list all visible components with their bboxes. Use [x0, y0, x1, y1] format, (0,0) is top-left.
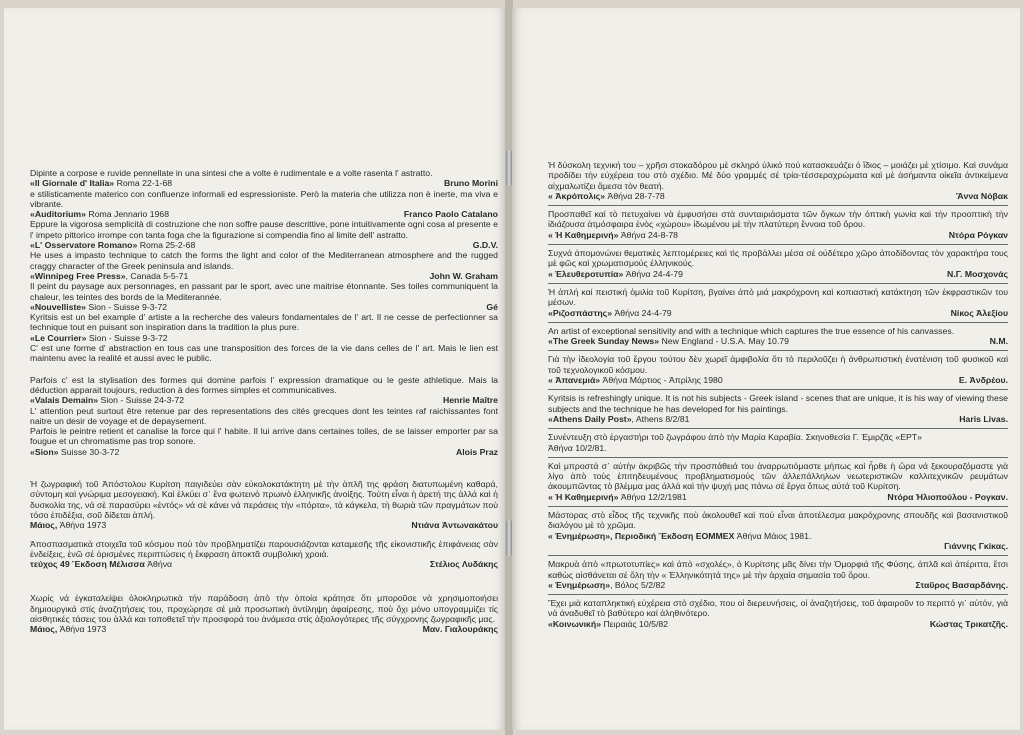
review-text: Συνέντευξη στὸ ἐργαστήρι τοῦ ζωγράφου ἀπὸ τὴν Μαρία Καραβία. Σκηνοθεσία Γ. Ἐμιρζᾶς «ΕΡΤ» [548, 432, 922, 443]
spacer [30, 364, 498, 375]
author-name: G.D.V. [472, 240, 498, 251]
paragraph: Dipinte a corpose e ruvide pennellate in una sintesi che a volte è rudimentale e a volte rasenta l' astratto. [30, 168, 433, 178]
publication-details: Sion - Suisse 9-3-72 [86, 332, 168, 343]
source-line [30, 559, 498, 569]
publication-details: Roma 22-1-68 [114, 178, 173, 189]
review-text: Ἔχει μιὰ καταπληκτική εὐχέρεια στὸ σχέδιο, που οἱ διερευνήσεις, οἱ ἀναζητήσεις, τοῦ ἀφαιροῦν το περιττό γι᾽ αὐτόν, γιὰ νά ἀναδυθεῖ τὸ βαθύτερο καί ἀληθινότερο. [548, 598, 1008, 619]
review-block [548, 559, 1008, 595]
paragraph: He uses a impasto technique to catch the forms the light and color of the Mediterranean atmosphere and the rugged craggy character of the Greek peninsula and islands. [30, 250, 498, 271]
review-block [548, 287, 1008, 323]
publication-details: , Athens 8/2/81 [631, 413, 690, 424]
publication-name: Μάιος, [30, 520, 58, 531]
publication-details: Roma 25-2-68 [137, 240, 196, 251]
author-name: Κώστας Τρικατζῆς. [929, 618, 1008, 629]
publication-name: « Ἐνημέρωση» [548, 579, 611, 590]
paragraph: Il peint du paysage aux personnages, en passant par le sport, avec une maitrise étonnante. Ses toiles communiquent la chaleur, les teintes des bords de la Mediterannée. [30, 281, 498, 302]
publication-name: «Κοινωνική» [548, 618, 602, 629]
publication-details: , Βόλος 5/2/82 [610, 579, 666, 590]
author-name: Ν.Γ. Μοσχονάς [947, 268, 1008, 279]
author-name: Νίκος Ἀλεξίου [950, 307, 1008, 318]
source-line [30, 178, 498, 188]
publication-name: « Ἐλευθεροτυπία» [548, 268, 624, 279]
author-name: John W. Graham [429, 270, 498, 281]
author-name: Bruno Morini [443, 178, 498, 189]
review-block [548, 209, 1008, 245]
publication-name: « Ἡ Καθημερινή» [548, 229, 619, 240]
spacer [30, 531, 498, 539]
review-text: Ἡ δύσκολη τεχνική του – χρῆσι στοκαδόρου μὲ σκληρό ὑλικό πού κατασκευάζει ὁ ἴδιος – μοιάζει μὲ χτίσιμο. Καὶ συνάμα προδίδει τὴν εὐχέρεια του στὸ σχέδιο. Μέ δύο γραμμές σέ τρία-τέσσεραχρώματα καὶ μὲ ἀσήμαντα οἰκεῖα ἀντικείμενα αἰχμαλωτίζει ἄμεσα τὸν θεατή. [548, 160, 1008, 191]
publication-name: «Ριζοσπάστης» [548, 307, 613, 318]
review-text: Προσπαθεῖ καί τὸ πετυχαίνει νὰ ἐμφυσήσει στὰ συνταιριάσματα τῶν ὄγκων τὴν ὀπτικὴ γωνία καὶ τὴν προοπτικὴ τὴν ἰδιάζουσα ἀτμόσφαιρα ἑνὸς «χώρου» ἰδωμένου μὲ τὴν πλατύτερη ἔννοια τοῦ ὅρου. [548, 209, 1008, 230]
publication-details: Ἀθήνα 1973 [57, 624, 107, 635]
author-name: Haris Livas. [959, 413, 1008, 424]
publication-name: «Sion» [30, 446, 59, 457]
review-block [548, 598, 1008, 633]
source-line [548, 580, 1008, 590]
source-line [30, 520, 498, 530]
author-name: Σταῦρος Βασαρδάνης. [915, 579, 1008, 590]
publication-details: Ἀθήνα 24-4-79 [623, 268, 683, 279]
publication-details: Sion - Suisse 24-3-72 [98, 395, 185, 406]
publication-name: Μάιος, [30, 624, 58, 635]
left-column [30, 168, 498, 635]
source-line [548, 191, 1008, 201]
author-name: Ἄννα Νόβακ [955, 190, 1008, 201]
source-line [548, 336, 1008, 346]
source-line [548, 230, 1008, 240]
publication-details: Sion - Suisse 9-3-72 [86, 301, 168, 312]
author-name: Γιάννης Γκίκας. [944, 540, 1008, 551]
paragraph: Parfois le peintre retient et canalise la force qui l' habite. Il lui arrive dans certaines toiles, de se laisser emporter par sa fougue et un chromatisme pas trop sonore. [30, 426, 498, 447]
review-block [548, 510, 1008, 556]
publication-details: Ἀθήνα 24-4-79 [612, 307, 672, 318]
publication-details: New England - U.S.A. May 10.79 [659, 336, 789, 347]
source-line [30, 271, 498, 281]
spacer [30, 457, 498, 479]
paragraph: e stilisticamente materico con confluenze informali ed espressioniste. Però la materia che utilizza non è inerte, ma viva e vibrante. [30, 188, 498, 209]
source-line [30, 447, 498, 457]
author-name: Alois Praz [455, 446, 498, 457]
paragraph: Ἀποσπασματικὰ στοιχεῖα τοῦ κόσμου ποὺ τὸν προβληματίζει παρουσιάζονται καταμεσῆς τῆς εἰκονιστικῆς ἐπιφάνειας σὰν ἐνδείξεις, ἐνῶ σέ ὁρισμένες περιπτώσεις ἡ ἔκφραση ἀποκτᾶ συμβολική χροιά. [30, 538, 498, 559]
author-name: Ε. Ἀνδρέου. [958, 375, 1008, 386]
paragraph: C' est une forme d' abstraction en tous cas une transposition des forces de la vie dans celles de l' art. Mais le lien est maintenu avec la realité et aussi avec le public. [30, 343, 498, 364]
publication-name: « Ἀκρόπολις» [548, 190, 606, 201]
publication-name: τεύχος 49 Ἔκδοση Μέλισσα [30, 559, 145, 570]
publication-name: «Athens Daily Post» [548, 413, 632, 424]
review-text: Ἡ ἁπλή καί πειστική ὁμιλία τοῦ Κυρίτση, βγαίνει ἀπὸ μιά μακρόχρονη καὶ κοπιαστική κατάκτηση τῶν ἐκφραστικῶν του μέσων. [548, 286, 1008, 308]
paragraph: Χωρίς νά ἐγκαταλείψει ὁλοκληρωτικὰ τήν παράδοση ἀπὸ τὴν ὁποία κράτησε ὅτι μποροῦσε νὰ χρησιμοποιήσει δημιουργικά στίς ἀναζητήσεις του, προχώρησε σέ μιὰ προσωπικὴ ἀντίληψη ἀφαίρεσης, ποὺ ὄχι μόνο υπογραμμίζει τίς αἰσθητικές τάσεις του ἀλλά και τοποθετεῖ τὴν προσφορά του ἀνάμεσα στίς ἀξιολογότερες τῆς σύγχρονης ζωγραφικῆς μας. [30, 593, 498, 624]
source-line [548, 443, 1008, 453]
paragraph: Ἡ ζωγραφική τοῦ Ἀπόστολου Κυρίτση παιγιδεύει σὰν εὐκολοκατάκτητη μὲ τὴν ἁπλῆ της φράση διατυπωμένη καθαρά, σύντομη καὶ γνώριμα μεσογειακή. Καὶ ἑλκύει σ᾽ ἕνα φωτεινὸ πρωινὸ ἑλληνικῆς ἀνοίξης. Τούτη εἶναι ἡ ἀρετή της ἀλλά καὶ ἡ δυσκολία της, νά σὲ παρασύρει «ἐντός» νά σὲ κάνει νά περάσεις τὴν «πόρτα», τὰ κάγκελα, τὴ θωριὰ τῶν πραγμάτων πού τόσο ἐπιδέξια, σοῦ δίδεται ἁπλή. [30, 479, 498, 520]
author-name: Στέλιος Λυδάκης [429, 559, 498, 570]
review-block [548, 461, 1008, 507]
publication-details: Ἀθήνα 12/2/1981 [618, 491, 687, 502]
publication-details: Ἀθήνα Μάρτιος - Ἀπρίλης 1980 [600, 375, 723, 386]
publication-details: Ἀθήνα 10/2/81. [548, 442, 607, 453]
author-name: N.M. [989, 336, 1008, 347]
source-line [548, 492, 1008, 502]
source-line [548, 541, 1008, 551]
publication-name: « Ἀπανεμιά» [548, 375, 601, 386]
author-name: Franco Paolo Catalano [403, 209, 498, 220]
source-line [30, 209, 498, 219]
publication-name: «L' Osservatore Romano» [30, 240, 138, 251]
source-line [548, 531, 1008, 541]
source-line [548, 308, 1008, 318]
author-name: Henrie Maître [442, 395, 498, 406]
publication-details: Ἀθήνα 1973 [57, 520, 107, 531]
review-block [548, 248, 1008, 284]
source-line [548, 619, 1008, 629]
author-name: Ντόρα Ρόγκαν [948, 229, 1008, 240]
publication-name: «Le Courrier» [30, 332, 87, 343]
author-name: Gé [486, 301, 498, 312]
review-block [548, 354, 1008, 390]
review-text: Kyritsis is refreshingly unique. It is not his subjects - Greek island - scenes that are unique, it is his way of viewing these subjects and the technique he has developed for his paintings. [548, 393, 1008, 414]
publication-details: Πειραιάς 10/5/82 [601, 618, 669, 629]
review-block [548, 432, 1008, 458]
source-line [30, 395, 498, 405]
source-line [30, 302, 498, 312]
publication-name: «Auditorium» [30, 209, 86, 220]
source-line [548, 269, 1008, 279]
review-text: Μάστορας στὸ εἶδος τῆς τεχνικῆς ποὺ ἀκολουθεῖ καὶ πού εἶναι ἀποτέλεσμα μακρόχρονης σπουδῆς καὶ βασανιστικοῦ διαλόγου μὲ τὸ χρῶμα. [548, 510, 1008, 531]
source-line [30, 333, 498, 343]
spacer [30, 569, 498, 593]
publication-name: « Ἡ Καθημερινή» [548, 491, 619, 502]
publication-name: «The Greek Sunday News» [548, 336, 660, 347]
author-name: Μαν. Γιαλουράκης [422, 624, 498, 635]
publication-details: Ἀθήνα Μάιος 1981. [734, 530, 812, 541]
review-text: Συχνά ἀπομονώνει θεματικὲς λεπτομέρειες καὶ τὶς προβάλλει μέσα σέ οὐδέτερο χῶρο ἀποδίδοντας τὸν χαρακτήρα τους μὲ φῶς καὶ χρωματισμούς ἑλληνικούς. [548, 248, 1008, 269]
publication-name: «Il Giornale d' Italia» [30, 178, 115, 189]
paragraph: L' attention peut surtout être retenue par des representations des cités grecques dont les teintes raf raichissantes font naitre un desir de voyage et de depaysement. [30, 405, 498, 426]
publication-details: Ἀθήνα 28-7-78 [605, 190, 665, 201]
right-column [548, 160, 1008, 636]
publication-details: , Canada 5-5-71 [125, 270, 189, 281]
review-text: Μακρυὰ ἀπὸ «πρωτοτυπίες» καὶ ἀπὸ «σχολές», ὁ Κυρίτσης μᾶς δίνει τὴν Ὀμορφιά τῆς Φύσης, ἁπλᾶ καὶ ἀπέριττα, ἔτσι καθὼς αἰσθάνεται σέ ὅλη τὴν « Ἑλληνικότητά της» μὲ τὴν ἀρχαία σημασία τοῦ ὅρου. [548, 559, 1008, 580]
publication-name: «Nouvelliste» [30, 301, 87, 312]
publication-details: Roma Jennario 1968 [86, 209, 170, 220]
publication-name: « Ἐνημέρωση», Περιοδική Ἔκδοση ΕΟΜΜΕΧ [548, 530, 735, 541]
left-page [4, 8, 506, 730]
review-text: Γιὰ τὴν ἰδεολογία τοῦ ἔργου τούτου δὲν χωρεῖ ἀμφιβολία ὅτι τὸ περιλοῦζει ἡ ἀνθρωπιστικὴ ἐνατένιση τοῦ φυσικοῦ καὶ τοῦ τεχνολογικοῦ κόσμου. [548, 354, 1008, 375]
publication-details: Ἀθήνα [144, 559, 173, 570]
review-text: An artist of exceptional sensitivity and with a technique which captures the true essence of his canvasses. [548, 325, 955, 336]
paragraph: Parfois c' est la stylisation des formes qui domine parfois l' expression dramatique ou le geste athletique. Mais la déduction apparait toujours, reduction à des formes simples et communicatives. [30, 374, 498, 395]
review-block [548, 160, 1008, 206]
review-block [548, 393, 1008, 429]
right-page [512, 8, 1020, 730]
source-line [548, 414, 1008, 424]
publication-name: «Valais Demain» [30, 395, 99, 406]
author-name: Ντόρα Ἡλιοπούλου - Ρογκαν. [887, 491, 1008, 502]
source-line [30, 240, 498, 250]
source-line [30, 624, 498, 634]
publication-name: «Winnipeg Free Press» [30, 270, 126, 281]
paragraph: Eppure la vigorosa semplicità di costruzione che non soffre pause descrittive, pone intuitivamente ogni cosa al presente e l' impeto pittorico irrompe con tanta foga che la figurazione si compendia fino al limite dell' astratto. [30, 219, 498, 240]
review-block [548, 326, 1008, 352]
publication-details: Ἀθήνα 24-8-78 [618, 229, 679, 240]
paragraph: Kyritsis est un bel example d' artiste a la recherche des valeurs fondamentales de l' art. Il ne cesse de perfectionner sa technique tout en puisant son inspiration dans la tradition la plus pure. [30, 312, 498, 333]
review-text: Καὶ μπροστά σ᾽ αὐτὴν ἀκριβῶς τὴν προσπάθειά του ἀναρρωτιόμαστε μήπως καὶ ἦρθε ἡ ὥρα νά ξεκουραζόμαστε γιὰ λίγο ἀπὸ τοὺς ἐπιτηδευμένους προβληματισμούς τῶν ἀλλεπάλληλων νεωτεριστικῶν καλλιτεχνικῶν ρευμάτων ἀκουμπῶντας τὸ βλέμμα μας ἀλλά καὶ τὴν ψυχή μας πάνω σέ ἔργα ὅπως αὐτά τοῦ Κυρίτση. [548, 460, 1008, 492]
publication-details: Suisse 30-3-72 [58, 446, 120, 457]
source-line [548, 375, 1008, 385]
author-name: Ντιάνα Ἀντωνακάτου [411, 520, 498, 531]
